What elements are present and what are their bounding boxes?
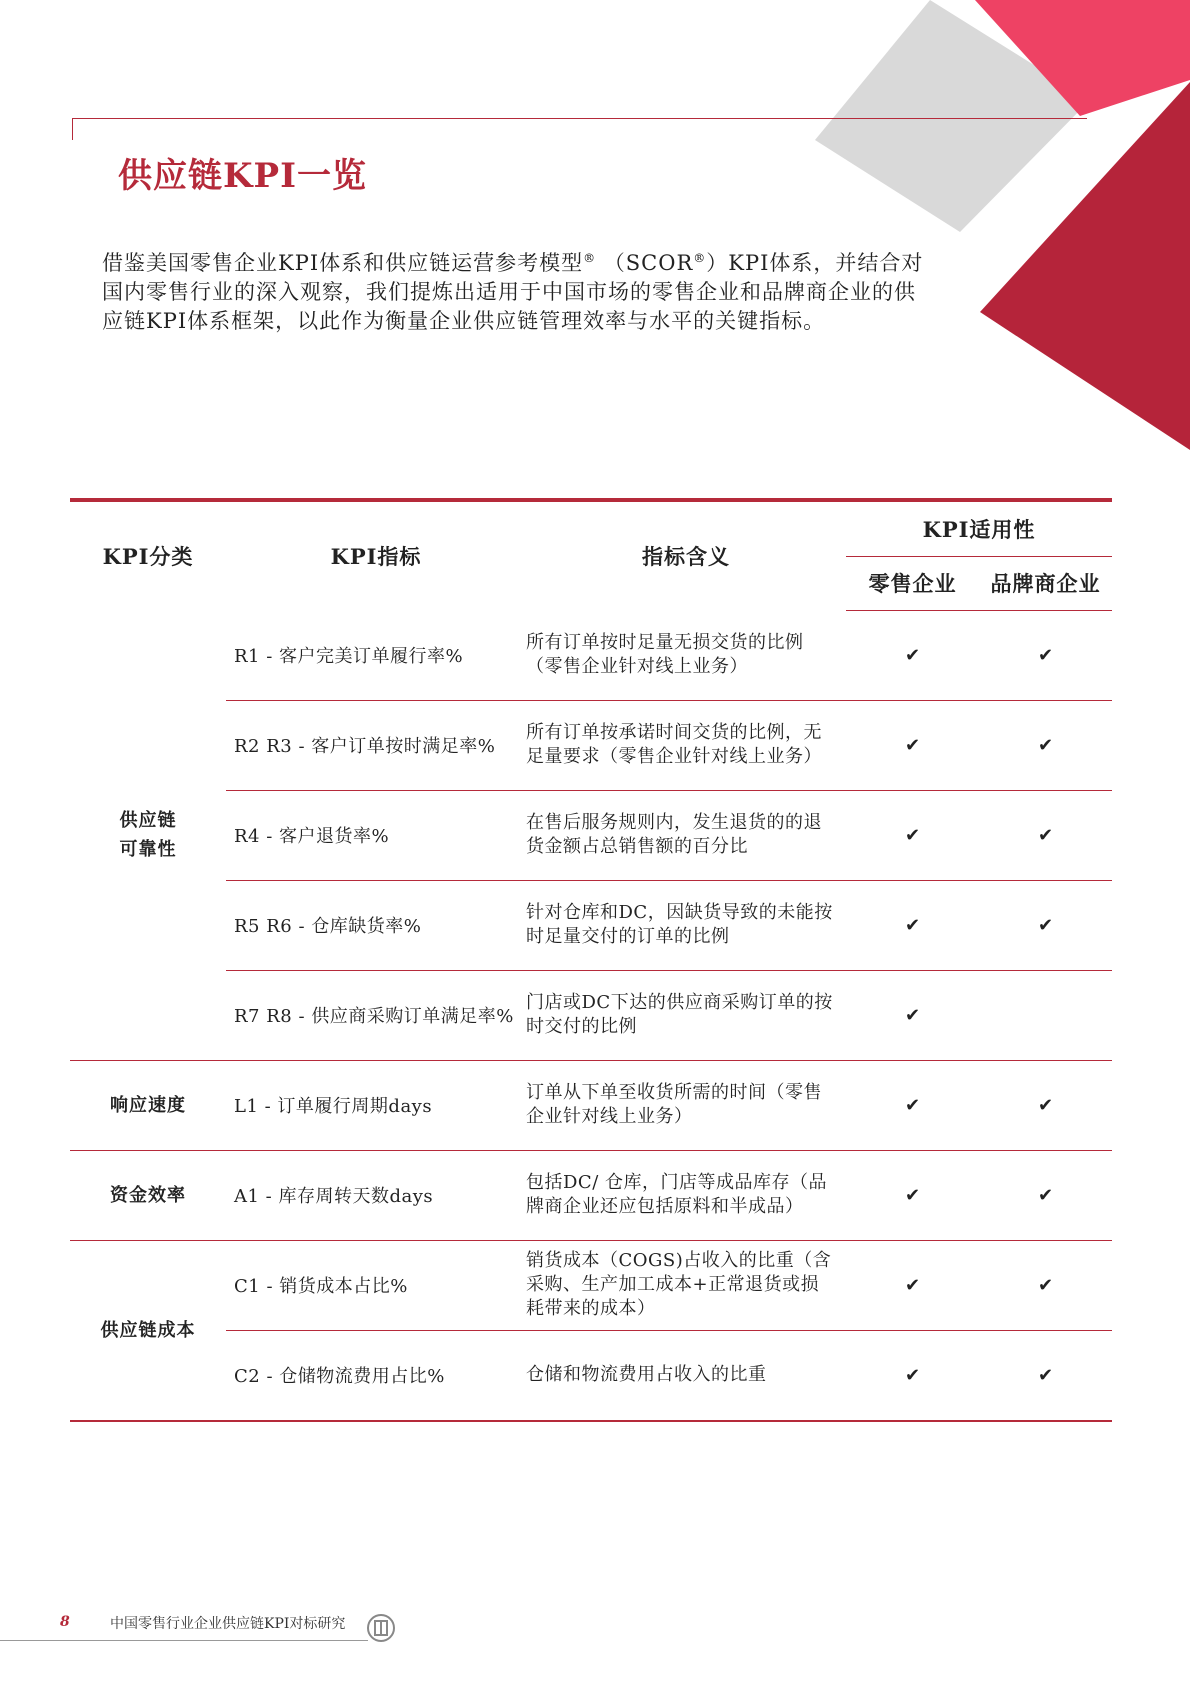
metric-cell: R7 R8 - 供应商采购订单满足率% <box>226 970 526 1060</box>
check-icon: ✔ <box>846 1060 979 1150</box>
header-metric: KPI指标 <box>330 544 422 569</box>
check-icon: ✔ <box>904 1364 921 1386</box>
check-icon: ✔ <box>979 790 1112 880</box>
metric-cell: R5 R6 - 仓库缺货率% <box>226 880 526 970</box>
check-icon: ✔ <box>846 880 979 970</box>
table-row <box>70 700 1112 790</box>
check-icon <box>979 970 1112 1060</box>
check-icon: ✔ <box>979 1060 1112 1150</box>
book-icon <box>366 1610 396 1644</box>
table-row <box>70 790 1112 880</box>
header-meaning: 指标含义 <box>642 544 730 569</box>
metric-cell: R2 R3 - 客户订单按时满足率% <box>226 700 526 790</box>
check-icon: ✔ <box>979 700 1112 790</box>
meaning-cell: 在售后服务规则内，发生退货的的退货金额占总销售额的百分比 <box>526 790 846 880</box>
meaning-cell: 针对仓库和DC，因缺货导致的未能按时足量交付的订单的比例 <box>526 880 846 970</box>
category-cell: 响应速度 <box>70 1060 226 1150</box>
check-icon: ✔ <box>846 1240 979 1330</box>
header-applicability: KPI适用性 <box>922 516 1036 542</box>
check-icon: ✔ <box>1037 1364 1054 1386</box>
title-rule <box>72 118 1087 119</box>
header-retail: 零售企业 <box>846 556 979 610</box>
check-icon: ✔ <box>846 790 979 880</box>
table-row <box>70 1240 1112 1330</box>
category-cell: 供应链成本 <box>100 1319 196 1341</box>
metric-cell: A1 - 库存周转天数days <box>226 1150 526 1240</box>
table-row <box>70 970 1112 1060</box>
page-number: 8 <box>60 1614 70 1630</box>
check-icon: ✔ <box>846 970 979 1060</box>
metric-cell: C1 - 销货成本占比% <box>226 1240 526 1330</box>
intro-paragraph: 借鉴美国零售企业KPI体系和供应链运营参考模型® （SCOR®）KPI体系，并结合对国内零售行业的深入观察，我们提炼出适用于中国市场的零售企业和品牌商企业的供应链KPI体系框架，以此作为衡量企业供应链管理效率与水平的关键指标。 <box>102 251 924 333</box>
check-icon: ✔ <box>979 1240 1112 1330</box>
metric-cell: R1 - 客户完美订单履行率% <box>226 610 526 700</box>
check-icon: ✔ <box>846 700 979 790</box>
meaning-cell: 包括DC/ 仓库，门店等成品库存（品牌商企业还应包括原料和半成品） <box>526 1150 846 1240</box>
metric-cell: L1 - 订单履行周期days <box>226 1060 526 1150</box>
metric-cell: C2 - 仓储物流费用占比% <box>234 1366 445 1387</box>
header-brand: 品牌商企业 <box>979 556 1112 610</box>
table-row <box>70 1060 1112 1150</box>
check-icon: ✔ <box>846 1150 979 1240</box>
kpi-table <box>70 498 1112 1422</box>
corner-decoration <box>0 0 1190 460</box>
meaning-cell: 订单从下单至收货所需的时间（零售企业针对线上业务） <box>526 1060 846 1150</box>
table-row <box>70 610 1112 700</box>
footer-rule <box>0 1640 368 1641</box>
table-row <box>70 1330 1112 1421</box>
meaning-cell: 仓储和物流费用占收入的比重 <box>526 1364 767 1385</box>
meaning-cell: 所有订单按承诺时间交货的比例，无足量要求（零售企业针对线上业务） <box>526 700 846 790</box>
table-row <box>70 1150 1112 1240</box>
title-tick <box>72 118 73 140</box>
check-icon: ✔ <box>846 610 979 700</box>
category-cell: 资金效率 <box>70 1150 226 1240</box>
metric-cell: R4 - 客户退货率% <box>226 790 526 880</box>
check-icon: ✔ <box>979 610 1112 700</box>
meaning-cell: 门店或DC下达的供应商采购订单的按时交付的比例 <box>526 970 846 1060</box>
header-category: KPI分类 <box>102 544 194 569</box>
category-cell: 供应链 可靠性 <box>70 610 226 1060</box>
check-icon: ✔ <box>979 1150 1112 1240</box>
page-title: 供应链KPI一览 <box>118 156 368 196</box>
meaning-cell: 所有订单按时足量无损交货的比例（零售企业针对线上业务） <box>526 610 846 700</box>
check-icon: ✔ <box>979 880 1112 970</box>
footer-title: 中国零售行业企业供应链KPI对标研究 <box>110 1616 346 1632</box>
table-row <box>70 880 1112 970</box>
meaning-cell: 销货成本（COGS)占收入的比重（含采购、生产加工成本+正常退货或损耗带来的成本） <box>526 1240 846 1330</box>
